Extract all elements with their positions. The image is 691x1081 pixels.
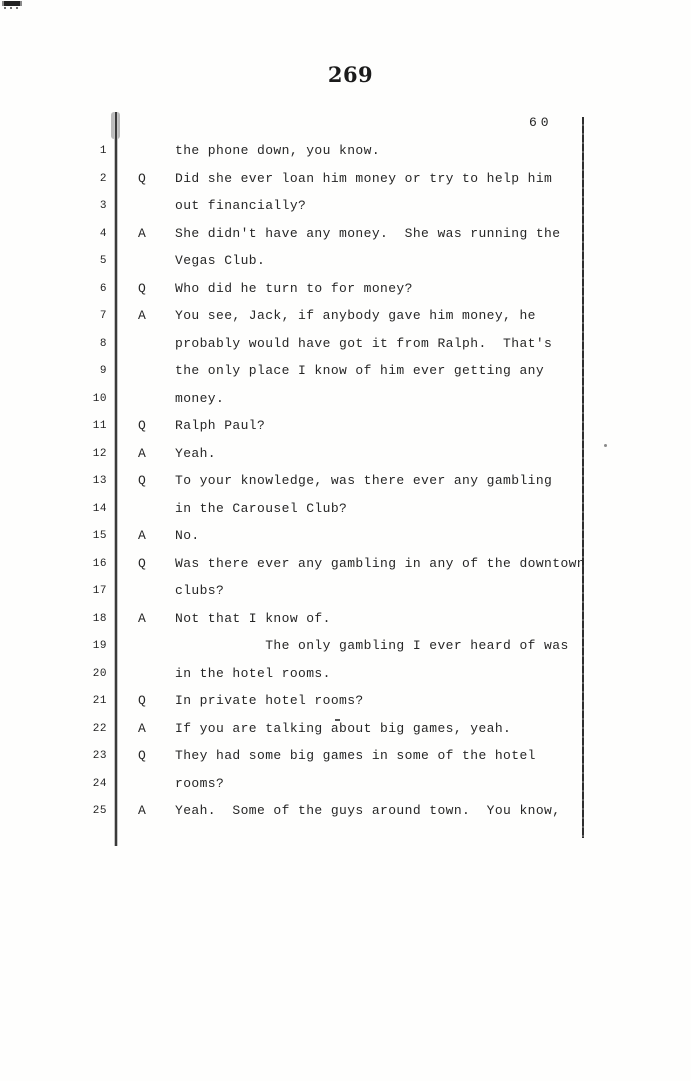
line-number: 15 [92,530,107,542]
line-number: 6 [99,282,107,295]
transcript-line [0,473,691,501]
line-number: 18 [92,612,107,625]
line-number: 14 [92,502,107,515]
line-text: No. [175,528,200,543]
transcript-line [0,171,691,199]
line-number: 5 [99,255,107,267]
line-number: 1 [99,145,107,157]
line-text: Yeah. Some of the guys around town. You know, [175,803,561,818]
line-text: Yeah. [175,445,217,461]
transcript-line [0,583,691,611]
line-text: To your knowledge, was there ever any gambling [175,473,553,488]
speaker-label: Q [138,693,146,708]
line-text: Ralph Paul? [175,418,266,433]
transcript-line [0,556,691,584]
line-number: 3 [99,200,107,212]
transcript-line [0,693,691,721]
line-text: They had some big games in some of the hotel [175,748,536,763]
speaker-label: Q [138,170,146,186]
line-text: Did she ever loan him money or try to help him [175,170,553,186]
line-number: 17 [92,585,107,597]
transcript-line [0,281,691,309]
line-text: Was there ever any gambling in any of the downtown [175,555,586,571]
line-text: The only gambling I ever heard of was [175,638,569,653]
speaker-label: Q [138,418,146,433]
speaker-label: A [138,610,146,626]
line-text: In private hotel rooms? [175,693,364,708]
line-text: You see, Jack, if anybody gave him money, he [175,308,536,323]
line-number: 10 [92,392,107,405]
transcript-line [0,198,691,226]
transcript-line [0,253,691,281]
scan-artifact-dot [10,7,12,9]
line-text: clubs? [175,583,225,598]
line-number: 12 [92,447,107,460]
line-number: 13 [92,475,107,487]
transcript-line [0,363,691,391]
speaker-label: Q [138,555,146,571]
speaker-label: A [138,225,146,241]
line-text: Not that I know of. [175,610,331,626]
speaker-label: A [138,445,146,461]
line-number: 7 [99,310,107,322]
line-number: 16 [92,557,107,570]
line-text: out financially? [175,198,307,213]
transcript-line [0,308,691,336]
line-text: in the Carousel Club? [175,500,348,516]
speaker-label: A [138,528,146,543]
transcript-line [0,803,691,831]
scan-speck [335,719,340,721]
scan-speck [604,444,607,447]
transcript-line [0,336,691,364]
line-text: rooms? [175,775,225,791]
speaker-label: A [138,720,146,736]
line-text: the phone down, you know. [175,143,381,158]
transcript-line [0,638,691,666]
line-text: Who did he turn to for money? [175,280,413,296]
line-number: 24 [92,777,107,790]
transcript-line [0,391,691,419]
transcript-line [0,748,691,776]
transcript-line [0,528,691,556]
line-number: 8 [99,337,107,350]
transcript-line [0,721,691,749]
line-number: 21 [92,695,107,707]
scan-artifact-dot [4,7,6,9]
line-text: Vegas Club. [175,253,266,268]
transcript-line [0,776,691,804]
line-text: She didn't have any money. She was running the [175,225,561,241]
line-text: the only place I know of him ever getting any [175,363,545,378]
transcript-line [0,611,691,639]
line-number: 20 [92,667,107,680]
line-number: 2 [99,172,107,185]
speaker-label: A [138,803,146,818]
scan-artifact-corner-bar [2,1,22,6]
speaker-label: A [138,308,146,323]
line-number: 4 [99,227,107,240]
line-text: If you are talking about big games, yeah. [175,720,512,736]
speaker-label: Q [138,280,146,296]
line-text: probably would have got it from Ralph. That's [175,335,553,351]
line-text: in the hotel rooms. [175,665,331,681]
speaker-label: Q [138,748,146,763]
transcript-line [0,418,691,446]
transcript-line [0,446,691,474]
typed-page-number: 60 [529,115,553,130]
transcript-line [0,501,691,529]
transcript-body [0,143,691,831]
line-number: 9 [99,365,107,377]
scan-artifact-dot [16,7,18,9]
line-number: 11 [92,420,107,432]
speaker-label: Q [138,473,146,488]
stamped-page-number: 269 [327,62,374,87]
line-number: 23 [92,750,107,762]
line-text: money. [175,390,225,406]
line-number: 25 [92,805,107,817]
line-number: 19 [92,640,107,652]
transcript-line [0,143,691,171]
transcript-line [0,666,691,694]
transcript-line [0,226,691,254]
line-number: 22 [92,722,107,735]
